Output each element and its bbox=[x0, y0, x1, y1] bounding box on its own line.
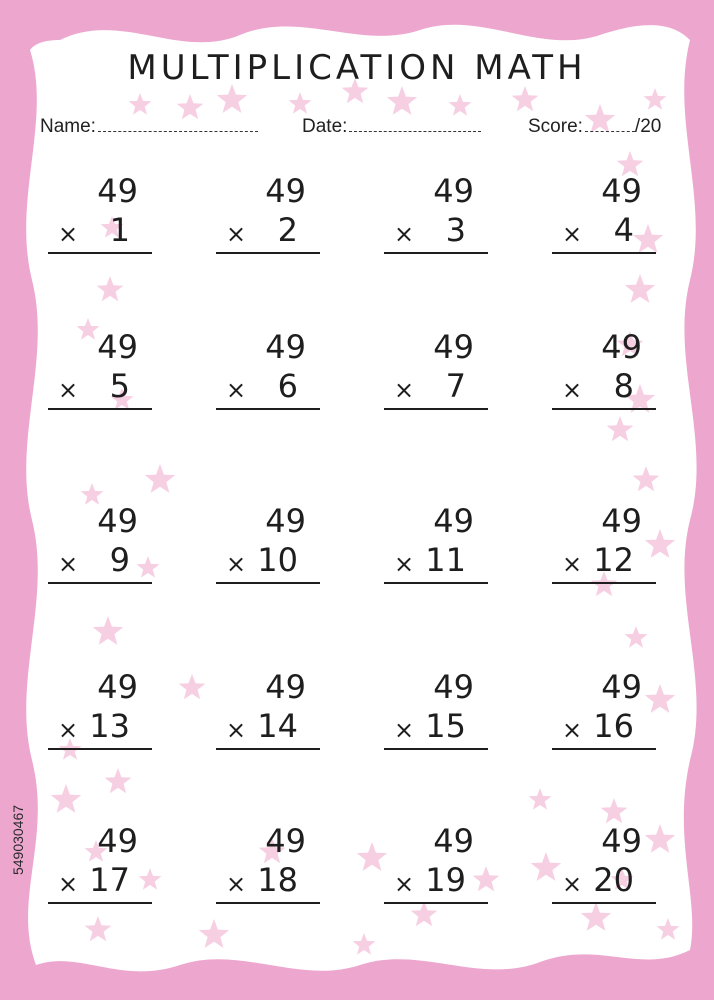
multiplicand: 49 bbox=[265, 502, 306, 540]
multiplicand: 49 bbox=[601, 502, 642, 540]
multiplier: 16 bbox=[593, 707, 634, 745]
multiplier: 15 bbox=[425, 707, 466, 745]
worksheet-title: MULTIPLICATION MATH bbox=[127, 48, 587, 88]
answer-line[interactable] bbox=[48, 902, 152, 904]
answer-line[interactable] bbox=[384, 408, 488, 410]
answer-line[interactable] bbox=[216, 408, 320, 410]
answer-line[interactable] bbox=[384, 748, 488, 750]
answer-line[interactable] bbox=[552, 748, 656, 750]
problem-20 bbox=[552, 822, 656, 912]
multiplier: 4 bbox=[613, 211, 634, 249]
multiplier: 12 bbox=[593, 541, 634, 579]
multiplier: 1 bbox=[109, 211, 130, 249]
multiplier: 19 bbox=[425, 861, 466, 899]
times-sign: × bbox=[562, 716, 583, 744]
multiplicand: 49 bbox=[265, 822, 306, 860]
multiplier: 8 bbox=[613, 367, 634, 405]
problem-18 bbox=[216, 822, 320, 912]
score-field[interactable] bbox=[528, 116, 661, 138]
multiplicand: 49 bbox=[97, 172, 138, 210]
multiplier: 20 bbox=[593, 861, 634, 899]
times-sign: × bbox=[562, 220, 583, 248]
multiplicand: 49 bbox=[433, 668, 474, 706]
times-sign: × bbox=[394, 376, 415, 404]
multiplicand: 49 bbox=[601, 328, 642, 366]
times-sign: × bbox=[226, 870, 247, 898]
multiplicand: 49 bbox=[265, 328, 306, 366]
answer-line[interactable] bbox=[48, 748, 152, 750]
times-sign: × bbox=[58, 550, 79, 578]
times-sign: × bbox=[394, 550, 415, 578]
multiplicand: 49 bbox=[433, 328, 474, 366]
score-blank[interactable] bbox=[585, 117, 635, 132]
multiplier: 14 bbox=[257, 707, 298, 745]
times-sign: × bbox=[226, 550, 247, 578]
times-sign: × bbox=[58, 220, 79, 248]
problem-14 bbox=[216, 668, 320, 758]
multiplier: 11 bbox=[425, 541, 466, 579]
multiplicand: 49 bbox=[433, 172, 474, 210]
name-field[interactable] bbox=[40, 116, 258, 138]
multiplicand: 49 bbox=[97, 502, 138, 540]
stock-credit bbox=[4, 760, 32, 920]
problem-11 bbox=[384, 502, 488, 592]
problem-1 bbox=[48, 172, 152, 262]
multiplicand: 49 bbox=[433, 822, 474, 860]
problem-6 bbox=[216, 328, 320, 418]
answer-line[interactable] bbox=[48, 408, 152, 410]
times-sign: × bbox=[226, 220, 247, 248]
multiplicand: 49 bbox=[433, 502, 474, 540]
problem-7 bbox=[384, 328, 488, 418]
problem-4 bbox=[552, 172, 656, 262]
times-sign: × bbox=[562, 870, 583, 898]
answer-line[interactable] bbox=[552, 408, 656, 410]
answer-line[interactable] bbox=[216, 252, 320, 254]
multiplier: 18 bbox=[257, 861, 298, 899]
multiplicand: 49 bbox=[97, 328, 138, 366]
answer-line[interactable] bbox=[216, 582, 320, 584]
problem-15 bbox=[384, 668, 488, 758]
problem-10 bbox=[216, 502, 320, 592]
answer-line[interactable] bbox=[384, 582, 488, 584]
times-sign: × bbox=[58, 870, 79, 898]
times-sign: × bbox=[58, 376, 79, 404]
multiplier: 6 bbox=[277, 367, 298, 405]
answer-line[interactable] bbox=[552, 582, 656, 584]
multiplicand: 49 bbox=[601, 668, 642, 706]
problem-12 bbox=[552, 502, 656, 592]
problem-13 bbox=[48, 668, 152, 758]
multiplicand: 49 bbox=[97, 668, 138, 706]
answer-line[interactable] bbox=[48, 252, 152, 254]
score-label: Score: bbox=[528, 116, 583, 137]
times-sign: × bbox=[562, 376, 583, 404]
problem-17 bbox=[48, 822, 152, 912]
multiplier: 3 bbox=[445, 211, 466, 249]
multiplicand: 49 bbox=[265, 172, 306, 210]
multiplier: 7 bbox=[445, 367, 466, 405]
score-total: /20 bbox=[634, 116, 662, 137]
multiplier: 2 bbox=[277, 211, 298, 249]
times-sign: × bbox=[562, 550, 583, 578]
answer-line[interactable] bbox=[384, 902, 488, 904]
multiplier: 13 bbox=[89, 707, 130, 745]
answer-line[interactable] bbox=[216, 902, 320, 904]
problem-16 bbox=[552, 668, 656, 758]
times-sign: × bbox=[394, 716, 415, 744]
problem-5 bbox=[48, 328, 152, 418]
times-sign: × bbox=[394, 870, 415, 898]
problem-19 bbox=[384, 822, 488, 912]
times-sign: × bbox=[226, 376, 247, 404]
problem-8 bbox=[552, 328, 656, 418]
multiplier: 9 bbox=[109, 541, 130, 579]
times-sign: × bbox=[394, 220, 415, 248]
date-blank[interactable] bbox=[349, 117, 481, 132]
date-label: Date: bbox=[302, 116, 348, 137]
answer-line[interactable] bbox=[552, 902, 656, 904]
problem-9 bbox=[48, 502, 152, 592]
answer-line[interactable] bbox=[216, 748, 320, 750]
multiplier: 17 bbox=[89, 861, 130, 899]
name-label: Name: bbox=[40, 116, 96, 137]
times-sign: × bbox=[226, 716, 247, 744]
multiplicand: 49 bbox=[265, 668, 306, 706]
answer-line[interactable] bbox=[384, 252, 488, 254]
times-sign: × bbox=[58, 716, 79, 744]
multiplier: 5 bbox=[109, 367, 130, 405]
problem-2 bbox=[216, 172, 320, 262]
multiplicand: 49 bbox=[601, 172, 642, 210]
answer-line[interactable] bbox=[552, 252, 656, 254]
answer-line[interactable] bbox=[48, 582, 152, 584]
multiplicand: 49 bbox=[601, 822, 642, 860]
problem-3 bbox=[384, 172, 488, 262]
name-blank[interactable] bbox=[98, 117, 258, 132]
date-field[interactable] bbox=[302, 116, 481, 138]
multiplicand: 49 bbox=[97, 822, 138, 860]
stock-credit-id: 549030467 bbox=[10, 804, 26, 876]
multiplier: 10 bbox=[257, 541, 298, 579]
